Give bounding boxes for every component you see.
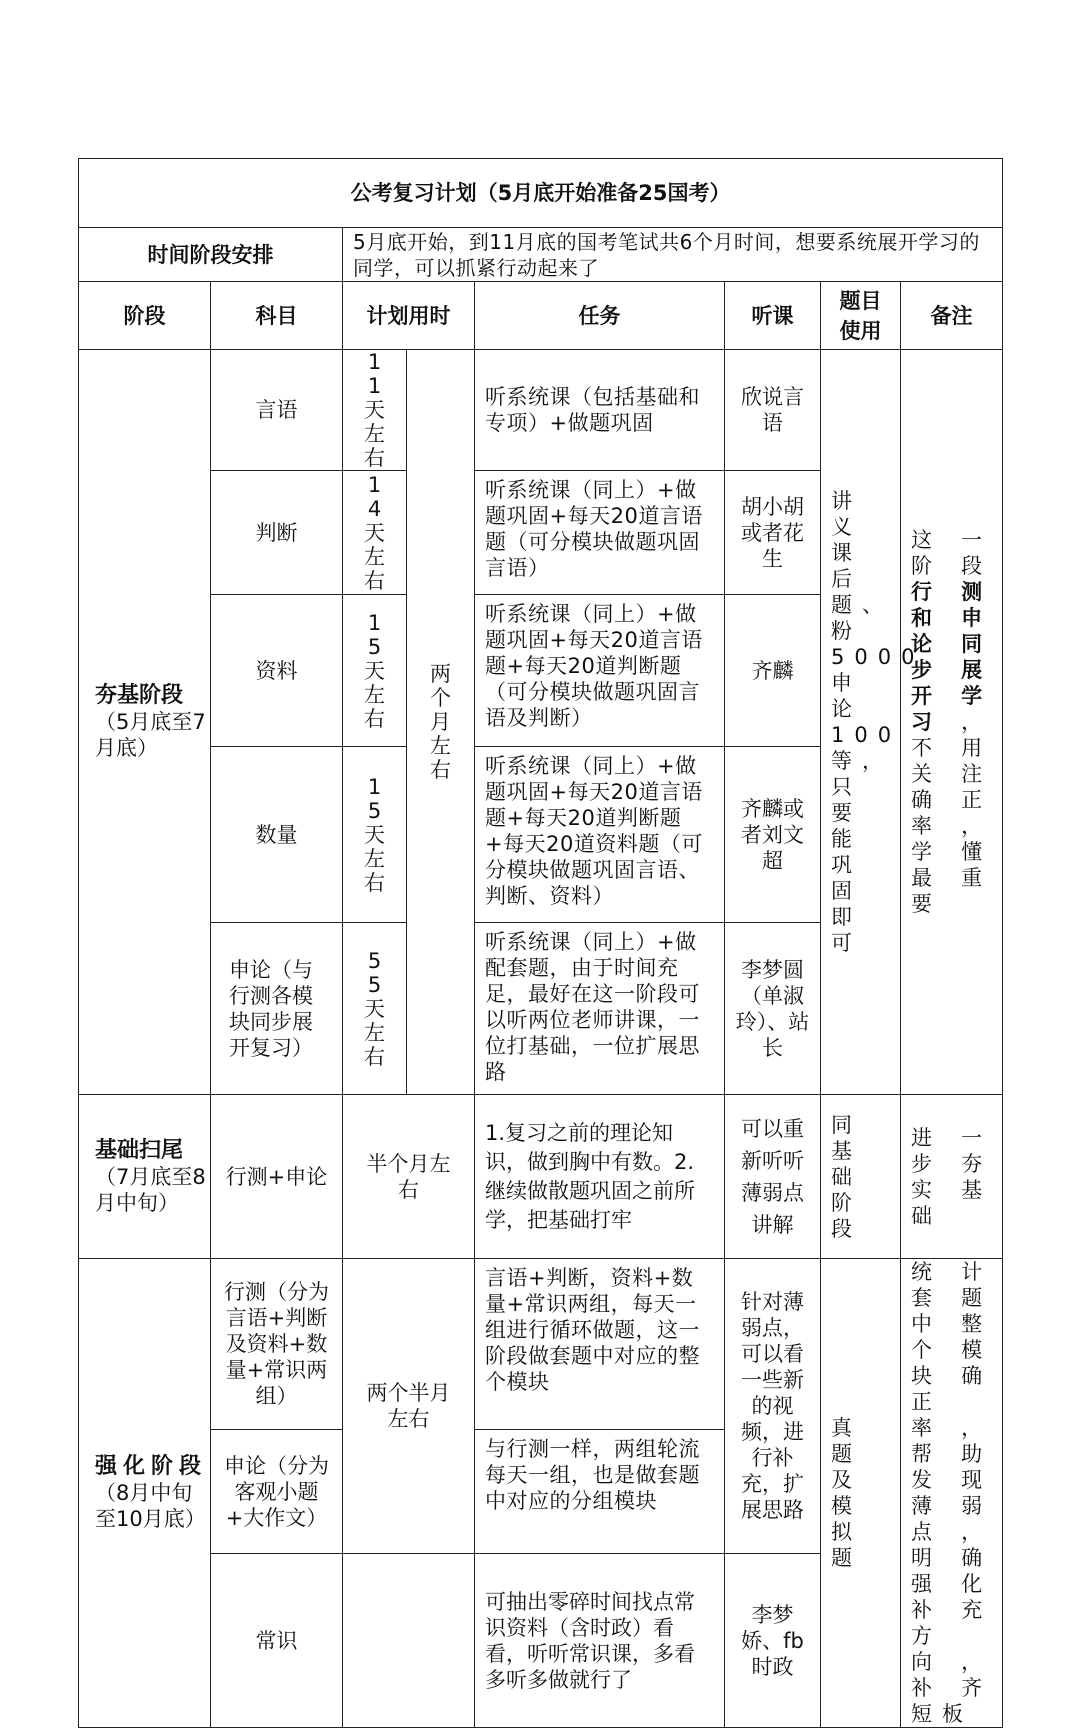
stage1-time-cell: [343, 595, 407, 747]
stage1-remarks-emphasis: 行测和申论同步展开学习: [911, 580, 993, 734]
time-arrangement-text: 5月底开始，到11月底的国考笔试共6个月时间，想要系统展开学习的同学，可以抓紧行动起来了: [343, 228, 1003, 282]
stage1-name: 夯基阶段: [95, 683, 184, 708]
stage1-time: 55天左右: [364, 948, 385, 1069]
stage3-task: 言语+判断，资料+数量+常识两组，每天一组进行循环做题，这一阶段做套题中对应的整个模块: [475, 1259, 725, 1430]
stage3-name: 强化阶段: [95, 1454, 208, 1479]
stage3-range: （8月中旬至10月底）: [95, 1481, 206, 1531]
stage1-remarks-part1: 这一阶段: [911, 528, 993, 578]
stage1-subject: 数量: [211, 747, 343, 923]
stage2-name: 基础扫尾: [95, 1137, 184, 1163]
stage3-subject: 常识: [211, 1554, 343, 1728]
stage1-total-time: 两个月左右: [430, 662, 451, 782]
stage1-range: （5月底至7月底）: [95, 710, 206, 760]
stage1-task: 听系统课（包括基础和专项）+做题巩固: [475, 350, 725, 471]
stage1-time-cell: [343, 923, 407, 1095]
header-task: 任务: [475, 282, 725, 350]
stage1-subject: 言语: [211, 350, 343, 471]
stage1-remarks-part2: ，不用关注确正率，学懂最重要: [911, 710, 993, 916]
stage1-course: 齐麟: [725, 595, 821, 747]
stage1-subject: 资料: [211, 595, 343, 747]
stage3-time-empty: [343, 1554, 475, 1728]
header-remarks: 备注: [901, 282, 1003, 350]
stage1-time: 15天左右: [364, 774, 385, 895]
stage1-questions: 讲义课后题、粉5000、申论100等，只要能巩固即可: [821, 350, 901, 1095]
stage3-task: 与行测一样，两组轮流每天一组，也是做套题中对应的分组模块: [475, 1430, 725, 1554]
stage1-task: 听系统课（同上）+做配套题，由于时间充足，最好在这一阶段可以听两位老师讲课，一位打基础，一位扩展思路: [475, 923, 725, 1095]
stage1-time-cell: [343, 747, 407, 923]
stage3-course: 李梦娇、fb时政: [725, 1554, 821, 1728]
stage2-questions: 同基础阶段: [821, 1095, 901, 1259]
header-stage: 阶段: [79, 282, 211, 350]
stage2-label: [79, 1095, 211, 1259]
stage2-remarks: 进一步夯实基础: [901, 1095, 1003, 1259]
stage1-time-cell: [343, 471, 407, 595]
header-questions: 题目使用: [821, 282, 901, 350]
stage2-course: 可以重新听听薄弱点讲解: [725, 1095, 821, 1259]
stage1-time: 15天左右: [364, 610, 385, 731]
stage2-task: 1.复习之前的理论知识，做到胸中有数。2.继续做散题巩固之前所学，把基础打牢: [475, 1095, 725, 1259]
stage1-course: 齐麟或者刘文超: [725, 747, 821, 923]
stage1-time: 14天左右: [364, 472, 385, 593]
stage3-remarks: 统计套题中整个模块确正率，帮助发现薄弱点，明确强化补充方向，补齐短板: [901, 1259, 1003, 1728]
stage1-time: 11天左右: [364, 350, 385, 470]
stage3-task: 可抽出零碎时间找点常识资料（含时政）看看，听听常识课，多看多听多做就行了: [475, 1554, 725, 1728]
time-arrangement-label: 时间阶段安排: [79, 228, 343, 282]
stage1-task: 听系统课（同上）+做题巩固+每天20道言语题（可分模块做题巩固言语）: [475, 471, 725, 595]
stage1-label: [79, 350, 211, 1095]
stage1-subject: 申论（与行测各模块同步展开复习）: [211, 923, 343, 1095]
stage1-course: 李梦圆（单淑玲）、站长: [725, 923, 821, 1095]
stage3-label: [79, 1259, 211, 1728]
stage1-subject: 判断: [211, 471, 343, 595]
stage3-course-shared: 针对薄弱点，可以看一些新的视频，进行补充，扩展思路: [725, 1259, 821, 1554]
stage3-subject: 申论（分为客观小题+大作文）: [211, 1430, 343, 1554]
stage2-time: 半个月左右: [343, 1095, 475, 1259]
header-course: 听课: [725, 282, 821, 350]
stage2-subject: 行测+申论: [211, 1095, 343, 1259]
stage3-subject: 行测（分为言语+判断及资料+数量+常识两组）: [211, 1259, 343, 1430]
page-title: 公考复习计划（5月底开始准备25国考）: [79, 159, 1003, 228]
stage1-task: 听系统课（同上）+做题巩固+每天20道言语题+每天20道判断题（可分模块做题巩固言语及判断）: [475, 595, 725, 747]
stage1-total-time-cell: [407, 350, 475, 1095]
stage1-course: 欣说言语: [725, 350, 821, 471]
stage1-course: 胡小胡或者花生: [725, 471, 821, 595]
study-plan-table: [78, 158, 1003, 1728]
header-subject: 科目: [211, 282, 343, 350]
header-plan-time: 计划用时: [343, 282, 475, 350]
stage1-remarks: [901, 350, 1003, 1095]
stage3-questions: 真题及模拟题: [821, 1259, 901, 1728]
stage2-range: （7月底至8月中旬）: [95, 1164, 206, 1215]
stage3-time: 两个半月左右: [343, 1259, 475, 1554]
stage1-time-cell: [343, 350, 407, 471]
stage1-task: 听系统课（同上）+做题巩固+每天20道言语题+每天20道判断题+每天20道资料题（可分模块做题巩固言语、判断、资料）: [475, 747, 725, 923]
